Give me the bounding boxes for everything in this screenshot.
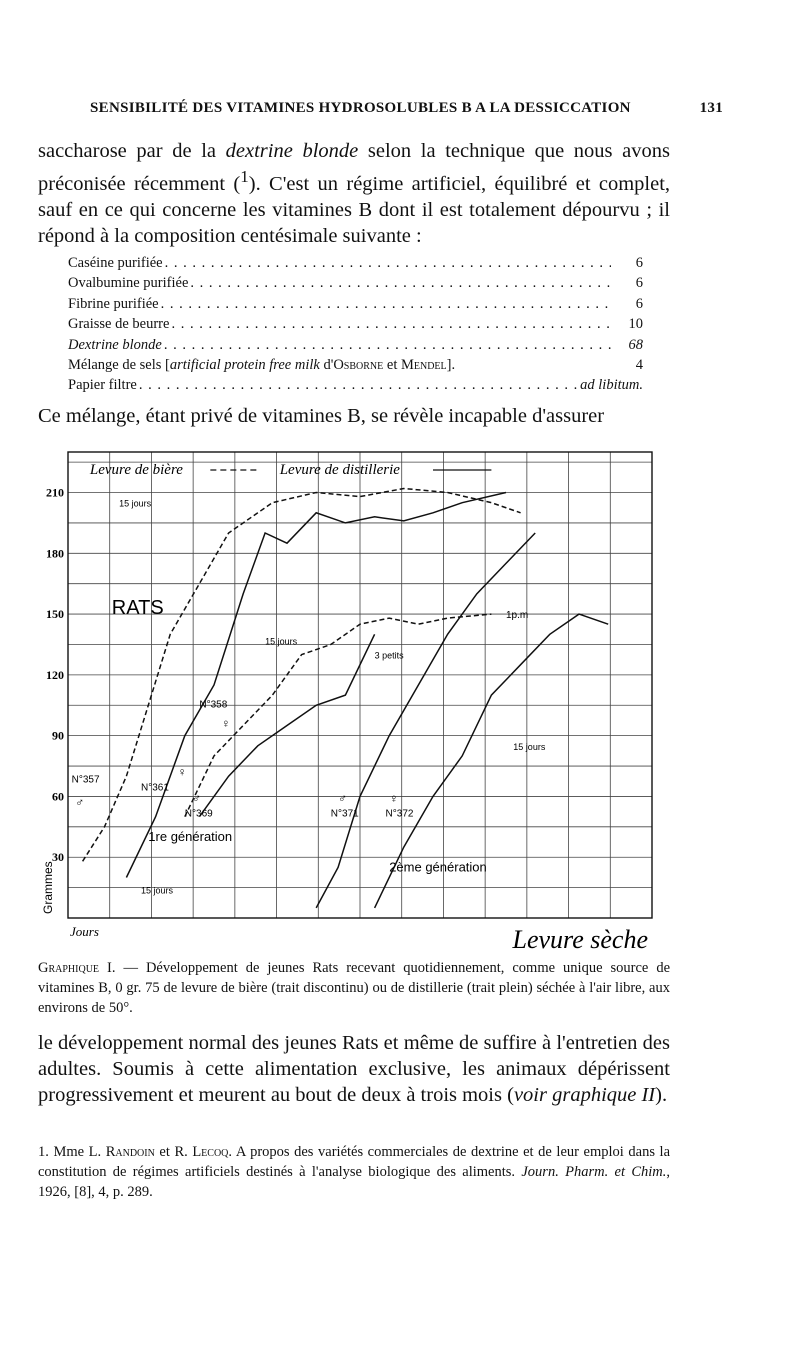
p3-italic: voir graphique II bbox=[513, 1084, 656, 1106]
p1-text-b: selon la technique que nous avons préconisée récemment ( bbox=[38, 140, 670, 195]
ingredient-name: Mélange de sels [artificial protein free milk d'Osborne et Mendel]. bbox=[68, 357, 456, 374]
chart-annotation: ♀ bbox=[221, 716, 231, 731]
ingredient-name: Dextrine blonde bbox=[68, 336, 162, 353]
chart-annotation: N°358 bbox=[199, 699, 228, 711]
composition-row bbox=[68, 375, 643, 395]
paragraph-3 bbox=[38, 1030, 670, 1108]
journal-name: Journ. Pharm. et Chim. bbox=[521, 1164, 667, 1180]
footnote-number: 1. bbox=[38, 1144, 49, 1160]
p3-text-a: le développement normal des jeunes Rats et même de suffire à l'entretien des adultes. Soumis à cette alimentation exclusive, les animaux dépérissent progressivement et meurent au bout de deux à trois mois ( bbox=[38, 1032, 670, 1106]
y-tick-label: 150 bbox=[46, 607, 64, 622]
chart-annotation: 3 petits bbox=[374, 650, 404, 661]
footnote-ref[interactable]: 1 bbox=[240, 167, 249, 186]
ingredient-value: ad libitum. bbox=[580, 377, 643, 394]
ingredient-name: Caséine purifiée bbox=[68, 255, 163, 271]
chart-annotation: ♂ bbox=[192, 791, 202, 806]
p3-text-b: ). bbox=[655, 1084, 668, 1106]
figure-caption bbox=[38, 958, 670, 1018]
chart-annotation: N°369 bbox=[184, 808, 213, 820]
ingredient-value: 68 bbox=[628, 336, 643, 353]
page-number: 131 bbox=[699, 100, 723, 116]
chart-annotation: 2ème génération bbox=[389, 859, 487, 875]
chart-annotation: ♀ bbox=[177, 765, 187, 780]
y-axis-label: Grammes bbox=[41, 861, 55, 914]
ingredient-name: Fibrine purifiée bbox=[68, 295, 159, 312]
ingredient-name: Graisse de beurre bbox=[68, 316, 170, 333]
chart-annotation: 1p.m bbox=[506, 610, 529, 622]
chart-annotation: 15 jours bbox=[119, 498, 152, 509]
y-tick-label: 30 bbox=[52, 850, 64, 865]
y-tick-label: 210 bbox=[46, 485, 64, 500]
composition-row bbox=[68, 355, 643, 375]
series-line-5 bbox=[316, 533, 535, 908]
chart-bottom-title: Levure sèche bbox=[512, 925, 648, 954]
caption-label: Graphique I. bbox=[38, 960, 116, 976]
p1-italic: dextrine blonde bbox=[225, 140, 359, 162]
composition-row bbox=[68, 294, 643, 314]
footnote: 1. Mme L. Randoin et R. Lecoq. A propos des variétés commerciales de dextrine et de leur emploi dans la constitution de régimes artificiels destinés à l'analyse biologique des aliments. Journ. Pharm. et Chim., 1926, [8], 4, p. 289. bbox=[38, 1144, 671, 1200]
y-tick-label: 60 bbox=[52, 789, 64, 804]
chart-annotation: ♀ bbox=[389, 791, 399, 806]
ingredient-value: 10 bbox=[628, 316, 643, 333]
running-header bbox=[90, 100, 723, 117]
p1-text-c: ). C'est un régime artificiel, équilibré et complet, sauf en ce qui concerne les vitamines B dont il est totalement dépourvu ; il répond à la composition centésimale suivante : bbox=[38, 172, 671, 247]
y-tick-label: 90 bbox=[52, 728, 64, 743]
composition-row bbox=[68, 253, 643, 273]
chart-annotation: N°357 bbox=[71, 774, 100, 786]
x-axis-label: Jours bbox=[70, 924, 99, 939]
chart-annotation: N°371 bbox=[330, 808, 359, 820]
composition-row bbox=[68, 335, 643, 355]
running-title: SENSIBILITÉ DES VITAMINES HYDROSOLUBLES B A LA DESSICCATION bbox=[90, 100, 631, 116]
composition-table bbox=[68, 253, 643, 396]
composition-row bbox=[68, 273, 643, 293]
p1-text-a: saccharose par de la bbox=[38, 140, 226, 162]
series-line-2 bbox=[126, 493, 506, 878]
chart-annotation: N°361 bbox=[141, 782, 169, 794]
caption-text: — Développement de jeunes Rats recevant quotidiennement, comme unique source de vitamines B, 0 gr. 75 de levure de bière (trait discontinu) ou de distillerie (trait plein) séchée à l'air libre, aux environs de 50°. bbox=[38, 960, 671, 1016]
ingredient-value: 6 bbox=[635, 295, 643, 312]
paragraph-1 bbox=[38, 138, 670, 249]
legend-label: Levure de bière bbox=[89, 462, 183, 478]
paragraph-2: Ce mélange, étant privé de vitamines B, se révèle incapable d'assurer bbox=[38, 405, 605, 427]
legend-label: Levure de distillerie bbox=[279, 462, 400, 478]
y-tick-label: 180 bbox=[46, 546, 64, 561]
ingredient-name: Ovalbumine purifiée bbox=[68, 275, 189, 292]
composition-row bbox=[68, 314, 643, 334]
growth-chart bbox=[40, 440, 680, 960]
ingredient-value: 6 bbox=[635, 255, 643, 271]
chart-annotation: ♂ bbox=[75, 795, 85, 810]
ingredient-value: 6 bbox=[635, 275, 643, 292]
ingredient-value: 4 bbox=[635, 357, 643, 374]
chart-annotation: RATS bbox=[111, 597, 164, 620]
chart-svg bbox=[40, 440, 680, 960]
chart-annotation: 15 jours bbox=[141, 885, 174, 896]
chart-annotation: 15 jours bbox=[265, 636, 298, 647]
ingredient-name: Papier filtre bbox=[68, 377, 137, 394]
chart-annotation: 1re génération bbox=[148, 829, 233, 845]
chart-annotation: ♂ bbox=[338, 791, 348, 806]
y-tick-label: 120 bbox=[46, 667, 64, 682]
chart-annotation: 15 jours bbox=[513, 741, 546, 752]
chart-annotation: N°372 bbox=[385, 808, 414, 820]
